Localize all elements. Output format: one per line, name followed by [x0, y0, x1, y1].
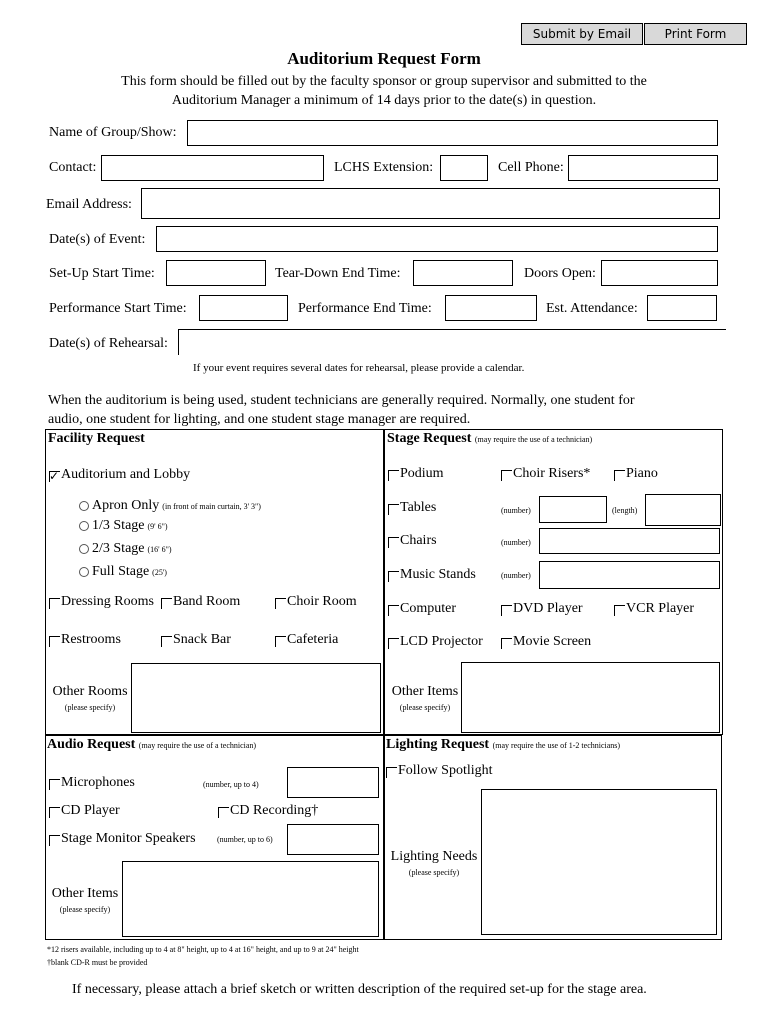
cafeteria-checkbox[interactable] — [275, 632, 338, 648]
full-stage-radio[interactable] — [79, 564, 167, 580]
lighting-heading — [386, 737, 620, 753]
choir-risers-checkbox[interactable] — [501, 466, 590, 482]
follow-spotlight-checkbox[interactable] — [386, 763, 493, 779]
cd-recording-checkbox[interactable] — [218, 803, 318, 819]
checkbox-icon — [161, 636, 172, 647]
lighting-heading-note: (may require the use of 1-2 technicians) — [492, 741, 621, 750]
lighting-needs-input[interactable] — [481, 789, 717, 935]
audio-other-items-text: Other Items — [51, 886, 119, 901]
mics-number-input[interactable] — [287, 767, 379, 798]
podium-checkbox[interactable] — [388, 466, 444, 482]
audio-other-items-input[interactable] — [122, 861, 379, 937]
microphones-checkbox[interactable] — [49, 775, 135, 791]
cell-phone-label: Cell Phone: — [498, 160, 564, 175]
teardown-label: Tear-Down End Time: — [275, 266, 401, 281]
checkbox-icon — [49, 835, 60, 846]
piano-checkbox[interactable] — [614, 466, 658, 482]
chairs-label: Chairs — [400, 533, 437, 548]
checkbox-icon — [388, 470, 399, 481]
choir-risers-label: Choir Risers* — [513, 466, 591, 481]
cd-player-label: CD Player — [61, 803, 120, 818]
apron-label: Apron Only — [92, 498, 160, 513]
doors-open-input[interactable] — [601, 260, 718, 286]
checkbox-icon — [388, 571, 399, 582]
extension-input[interactable] — [440, 155, 488, 181]
cd-recording-label: CD Recording† — [230, 803, 319, 818]
other-rooms-sub: (please specify) — [64, 703, 116, 712]
stage-other-items-text: Other Items — [391, 684, 459, 699]
stage-heading-note: (may require the use of a technician) — [474, 435, 593, 444]
radio-icon — [79, 521, 89, 531]
technician-paragraph — [48, 391, 728, 429]
stage-heading-text: Stage Request — [387, 431, 472, 446]
band-room-label: Band Room — [173, 594, 241, 609]
movie-screen-label: Movie Screen — [513, 634, 592, 649]
auditorium-checkbox[interactable] — [49, 467, 190, 483]
dvd-player-label: DVD Player — [513, 601, 583, 616]
checkbox-icon — [501, 638, 512, 649]
technician-line-1: When the auditorium is being used, student technicians are generally required. Normally, one student for — [48, 393, 635, 408]
technician-line-2: audio, one student for lighting, and one student stage manager are required. — [48, 412, 471, 427]
checkbox-icon — [161, 598, 172, 609]
checkbox-icon — [49, 779, 60, 790]
tables-length-label: (length) — [612, 506, 638, 515]
follow-spotlight-label: Follow Spotlight — [398, 763, 493, 778]
checkbox-icon — [49, 598, 60, 609]
other-rooms-input[interactable] — [131, 663, 381, 733]
monitors-number-input[interactable] — [287, 824, 379, 855]
perf-start-label: Performance Start Time: — [49, 301, 187, 316]
radio-icon — [79, 544, 89, 554]
tables-number-input[interactable] — [539, 496, 607, 523]
closing-note: If necessary, please attach a brief sketch or written description of the required set-up for the stage area. — [72, 982, 647, 997]
full-stage-label: Full Stage — [92, 564, 150, 579]
rehearsal-note: If your event requires several dates for rehearsal, please provide a calendar. — [193, 362, 525, 374]
submit-by-email-button[interactable]: Submit by Email — [521, 23, 643, 45]
tables-number-label: (number) — [501, 506, 531, 515]
dvd-player-checkbox[interactable] — [501, 601, 583, 617]
checkbox-icon — [49, 636, 60, 647]
other-rooms-label — [50, 684, 130, 716]
dressing-rooms-checkbox[interactable] — [49, 594, 154, 610]
form-intro — [90, 72, 678, 110]
chairs-number-input[interactable] — [539, 528, 720, 554]
form-title: Auditorium Request Form — [287, 49, 481, 68]
group-label: Name of Group/Show: — [49, 125, 177, 140]
full-stage-note: (25') — [152, 567, 167, 577]
computer-checkbox[interactable] — [388, 601, 456, 617]
extension-label: LCHS Extension: — [334, 160, 434, 175]
choir-room-label: Choir Room — [287, 594, 357, 609]
checkbox-icon — [275, 598, 286, 609]
other-rooms-text: Other Rooms — [52, 684, 128, 699]
stands-number-label: (number) — [501, 571, 531, 580]
vcr-player-checkbox[interactable] — [614, 601, 694, 617]
music-stands-label: Music Stands — [400, 567, 476, 582]
perf-end-label: Performance End Time: — [298, 301, 432, 316]
checkbox-icon — [501, 605, 512, 616]
apron-note: (in front of main curtain, 3' 3") — [162, 501, 261, 511]
stage-heading — [387, 431, 592, 447]
risers-footnote: *12 risers available, including up to 4 at 8" height, up to 4 at 16" height, and up to 9 at 24" height — [47, 945, 359, 954]
movie-screen-checkbox[interactable] — [501, 634, 591, 650]
audio-other-items-label — [49, 886, 121, 918]
stage-other-items-label — [389, 684, 461, 716]
lcd-projector-label: LCD Projector — [400, 634, 483, 649]
two-thirds-stage-radio[interactable] — [79, 541, 172, 557]
third-stage-note: (9' 6") — [147, 521, 168, 531]
group-input[interactable] — [187, 120, 718, 146]
attendance-input[interactable] — [647, 295, 717, 321]
stage-other-items-sub: (please specify) — [399, 703, 451, 712]
perf-end-input[interactable] — [445, 295, 537, 321]
audio-heading — [47, 737, 256, 753]
checkbox-icon — [388, 504, 399, 515]
stage-monitors-label: Stage Monitor Speakers — [61, 831, 196, 846]
auditorium-label: Auditorium and Lobby — [61, 467, 191, 482]
event-dates-label: Date(s) of Event: — [49, 232, 146, 247]
checkbox-icon — [388, 605, 399, 616]
intro-line-2: Auditorium Manager a minimum of 14 days prior to the date(s) in question. — [171, 93, 597, 108]
snack-bar-checkbox[interactable] — [161, 632, 231, 648]
stage-monitors-checkbox[interactable] — [49, 831, 196, 847]
checkbox-icon — [386, 767, 397, 778]
radio-icon — [79, 567, 89, 577]
lighting-needs-text: Lighting Needs — [390, 849, 478, 864]
vcr-player-label: VCR Player — [626, 601, 695, 616]
audio-heading-note: (may require the use of a technician) — [138, 741, 257, 750]
event-dates-input[interactable] — [156, 226, 718, 252]
third-stage-radio[interactable] — [79, 518, 168, 534]
checkbox-checked-icon — [49, 471, 60, 482]
microphones-label: Microphones — [61, 775, 135, 790]
lighting-needs-sub: (please specify) — [408, 868, 460, 877]
perf-start-input[interactable] — [199, 295, 288, 321]
snack-bar-label: Snack Bar — [173, 632, 231, 647]
cell-phone-input[interactable] — [568, 155, 718, 181]
cd-player-checkbox[interactable] — [49, 803, 120, 819]
facility-heading: Facility Request — [48, 431, 145, 446]
computer-label: Computer — [400, 601, 456, 616]
two-thirds-stage-label: 2/3 Stage — [92, 541, 145, 556]
setup-label: Set-Up Start Time: — [49, 266, 155, 281]
tables-checkbox[interactable] — [388, 500, 436, 516]
checkbox-icon — [388, 638, 399, 649]
stands-number-input[interactable] — [539, 561, 720, 589]
podium-label: Podium — [400, 466, 444, 481]
teardown-input[interactable] — [413, 260, 513, 286]
checkbox-icon — [614, 470, 625, 481]
lcd-projector-checkbox[interactable] — [388, 634, 483, 650]
rehearsal-label: Date(s) of Rehearsal: — [49, 336, 168, 351]
tables-label: Tables — [400, 500, 437, 515]
checkbox-icon — [275, 636, 286, 647]
third-stage-label: 1/3 Stage — [92, 518, 145, 533]
apron-radio[interactable] — [79, 498, 261, 514]
checkbox-icon — [218, 807, 229, 818]
checkbox-icon — [388, 537, 399, 548]
print-form-button[interactable]: Print Form — [644, 23, 747, 45]
lighting-needs-label — [388, 849, 480, 881]
checkbox-icon — [49, 807, 60, 818]
audio-other-items-sub: (please specify) — [59, 905, 111, 914]
monitors-number-label: (number, up to 6) — [217, 835, 273, 844]
checkbox-icon — [501, 470, 512, 481]
chairs-checkbox[interactable] — [388, 533, 437, 549]
choir-room-checkbox[interactable] — [275, 594, 357, 610]
rehearsal-input[interactable] — [178, 329, 726, 355]
dressing-rooms-label: Dressing Rooms — [61, 594, 154, 609]
audio-heading-text: Audio Request — [47, 737, 136, 752]
checkbox-icon — [614, 605, 625, 616]
intro-line-1: This form should be filled out by the faculty sponsor or group supervisor and submitted to the — [121, 74, 647, 89]
piano-label: Piano — [626, 466, 658, 481]
two-thirds-stage-note: (16' 6") — [147, 544, 172, 554]
tables-length-input[interactable] — [645, 494, 721, 526]
contact-label: Contact: — [49, 160, 97, 175]
lighting-heading-text: Lighting Request — [386, 737, 490, 752]
contact-input[interactable] — [101, 155, 324, 181]
email-label: Email Address: — [46, 197, 132, 212]
setup-input[interactable] — [166, 260, 266, 286]
mics-number-label: (number, up to 4) — [203, 780, 259, 789]
music-stands-checkbox[interactable] — [388, 567, 476, 583]
radio-icon — [79, 501, 89, 511]
band-room-checkbox[interactable] — [161, 594, 240, 610]
restrooms-checkbox[interactable] — [49, 632, 121, 648]
cd-footnote: †blank CD-R must be provided — [47, 958, 148, 967]
stage-other-items-input[interactable] — [461, 662, 720, 733]
cafeteria-label: Cafeteria — [287, 632, 339, 647]
chairs-number-label: (number) — [501, 538, 531, 547]
attendance-label: Est. Attendance: — [546, 301, 638, 316]
email-input[interactable] — [141, 188, 720, 219]
doors-open-label: Doors Open: — [524, 266, 596, 281]
restrooms-label: Restrooms — [61, 632, 121, 647]
